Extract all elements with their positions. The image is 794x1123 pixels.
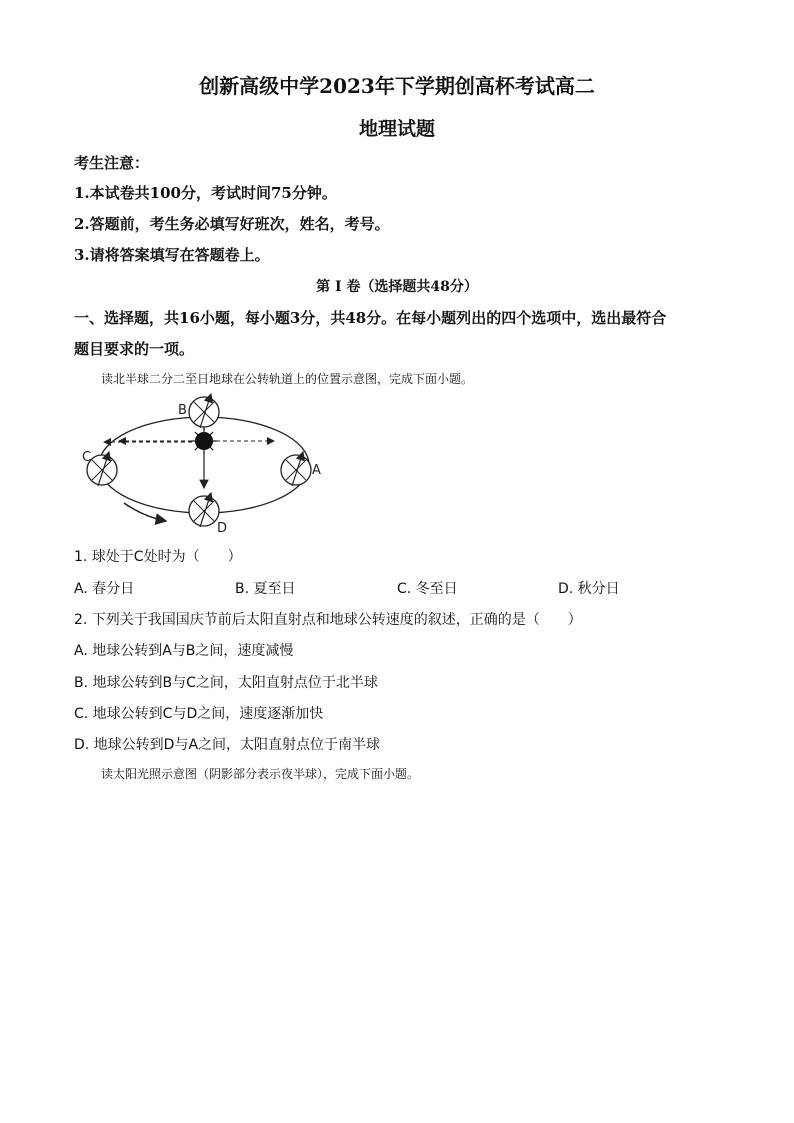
- notice-item-2: 2.答题前，考生务必填写好班次，姓名，考号。: [74, 215, 390, 233]
- group2-intro: 读太阳光照示意图（阴影部分表示夜半球），完成下面小题。: [101, 767, 420, 781]
- label-b: B: [178, 403, 187, 418]
- section-title: 第 I 卷（选择题共48分）: [316, 279, 478, 295]
- label-d: D: [217, 521, 228, 536]
- section-instruction-line1: 一、选择题，共16小题，每小题3分，共48分。在每小题列出的四个选项中，选出最符合: [74, 309, 667, 327]
- question-2-option-b: B. 地球公转到B与C之间，太阳直射点位于北半球: [74, 675, 378, 691]
- question-2-option-c: C. 地球公转到C与D之间，速度逐渐加快: [74, 706, 324, 722]
- notice-heading: 考生注意：: [74, 154, 150, 172]
- notice-item-1: 1.本试卷共100分，考试时间75分钟。: [74, 184, 337, 202]
- earth-b-icon: [189, 394, 219, 428]
- question-2-option-d: D. 地球公转到D与A之间，太阳直射点位于南半球: [74, 737, 381, 753]
- question-1-option-b: B. 夏至日: [235, 581, 296, 597]
- question-1-option-c: C. 冬至日: [397, 581, 458, 597]
- question-2-option-a: A. 地球公转到A与B之间，速度减慢: [74, 643, 294, 659]
- section-instruction-line2: 题目要求的一项。: [74, 340, 195, 358]
- group1-intro: 读北半球二分二至日地球在公转轨道上的位置示意图，完成下面小题。: [101, 372, 474, 386]
- sun-icon: [191, 428, 217, 454]
- earth-c-icon: [87, 452, 117, 486]
- question-1-option-d: D. 秋分日: [558, 581, 620, 597]
- question-1-option-a: A. 春分日: [74, 581, 135, 597]
- label-a: A: [312, 463, 321, 478]
- exam-title: 创新高级中学2023年下学期创高杯考试高二: [199, 74, 595, 98]
- notice-item-3: 3.请将答案填写在答题卷上。: [74, 246, 270, 264]
- question-2-stem: 2. 下列关于我国国庆节前后太阳直射点和地球公转速度的叙述，正确的是（ ）: [74, 612, 582, 628]
- orbit-diagram: [74, 390, 334, 540]
- exam-subtitle: 地理试题: [358, 118, 435, 140]
- earth-d-icon: [189, 493, 219, 527]
- earth-a-icon: [281, 452, 311, 486]
- label-c: C: [82, 450, 92, 465]
- revolution-direction-arrow: [124, 503, 166, 521]
- question-1-stem: 1. 球处于C处时为（ ）: [74, 549, 242, 565]
